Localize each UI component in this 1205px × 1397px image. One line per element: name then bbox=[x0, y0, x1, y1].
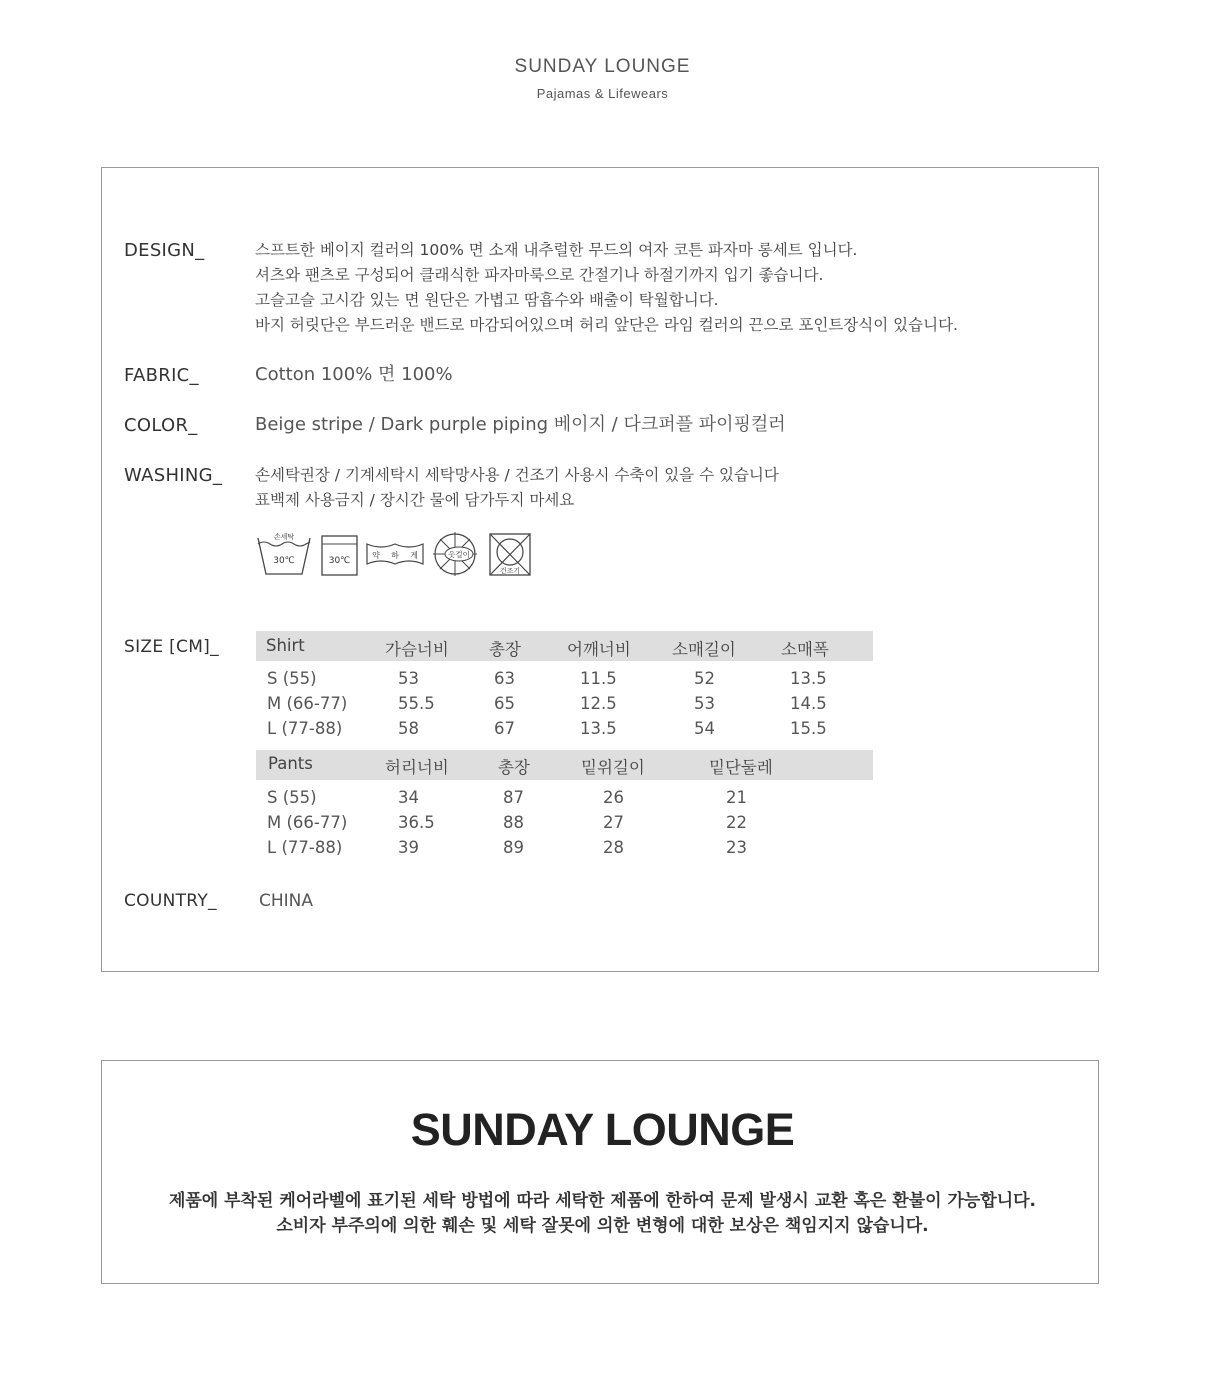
design-label: DESIGN_ bbox=[124, 240, 205, 261]
pants-value-cell: 87 bbox=[503, 788, 524, 807]
pants-value-cell: 89 bbox=[503, 838, 524, 857]
washing-label: WASHING_ bbox=[124, 465, 223, 486]
pants-header-cell: 총장 bbox=[498, 758, 530, 777]
shirt-header-cell: Shirt bbox=[266, 636, 305, 655]
design-line-2: 셔츠와 팬츠로 구성되어 클래식한 파자마룩으로 간절기나 하절기까지 입기 좋습니다. bbox=[255, 266, 824, 284]
shirt-value-cell: 67 bbox=[494, 719, 515, 738]
notice-line-2: 소비자 부주의에 의한 훼손 및 세탁 잘못에 의한 변형에 대한 보상은 책임지지 않습니다. bbox=[276, 1216, 929, 1236]
design-line-1: 스프트한 베이지 컬러의 100% 면 소재 내추럴한 무드의 여자 코튼 파자마 롱세트 입니다. bbox=[255, 241, 858, 259]
shirt-value-cell: 15.5 bbox=[790, 719, 827, 738]
fabric-value: Cotton 100% 면 100% bbox=[255, 364, 453, 385]
shirt-value-cell: 13.5 bbox=[790, 669, 827, 688]
pants-header-cell: 밑단둘레 bbox=[709, 758, 773, 777]
pants-value-cell: 22 bbox=[726, 813, 747, 832]
shirt-value-cell: 13.5 bbox=[580, 719, 617, 738]
shirt-value-cell: 14.5 bbox=[790, 694, 827, 713]
shirt-size-cell: S (55) bbox=[267, 669, 317, 688]
svg-text:하: 하 bbox=[391, 551, 399, 560]
fabric-label: FABRIC_ bbox=[124, 365, 199, 386]
pants-value-cell: 34 bbox=[398, 788, 419, 807]
washing-line-1: 손세탁권장 / 기계세탁시 세탁망사용 / 건조기 사용시 수축이 있을 수 있습니다 bbox=[255, 466, 779, 484]
shirt-value-cell: 58 bbox=[398, 719, 419, 738]
country-value: CHINA bbox=[259, 891, 314, 911]
brand-tagline: Pajamas & Lifewears bbox=[536, 86, 669, 101]
shirt-header-cell: 어깨너비 bbox=[567, 640, 631, 659]
pants-value-cell: 28 bbox=[603, 838, 624, 857]
svg-text:손세탁: 손세탁 bbox=[273, 533, 295, 541]
gentle-wash-icon bbox=[367, 544, 423, 564]
svg-text:건조기: 건조기 bbox=[499, 567, 521, 575]
shirt-value-cell: 65 bbox=[494, 694, 515, 713]
pants-header-cell: 허리너비 bbox=[385, 758, 449, 777]
pants-value-cell: 88 bbox=[503, 813, 524, 832]
washing-line-2: 표백제 사용금지 / 장시간 물에 담가두지 마세요 bbox=[255, 491, 575, 509]
pants-value-cell: 26 bbox=[603, 788, 624, 807]
shirt-size-cell: L (77-88) bbox=[267, 719, 343, 738]
pants-value-cell: 39 bbox=[398, 838, 419, 857]
design-line-4: 바지 허릿단은 부드러운 밴드로 마감되어있으며 허리 앞단은 라임 컬러의 끈으로 포인트장식이 있습니다. bbox=[255, 316, 958, 334]
country-label: COUNTRY_ bbox=[124, 891, 217, 911]
color-value: Beige stripe / Dark purple piping 베이지 / 다크퍼플 파이핑컬러 bbox=[255, 414, 786, 435]
shirt-value-cell: 53 bbox=[398, 669, 419, 688]
pants-table-header bbox=[256, 750, 873, 780]
pants-size-cell: M (66-77) bbox=[267, 813, 348, 832]
shirt-value-cell: 53 bbox=[694, 694, 715, 713]
shirt-header-cell: 총장 bbox=[489, 640, 521, 659]
brand-title: SUNDAY LOUNGE bbox=[514, 56, 691, 77]
care-symbols bbox=[256, 530, 536, 578]
no-tumble-dry-icon bbox=[490, 534, 530, 575]
svg-text:옷걸이: 옷걸이 bbox=[448, 550, 470, 559]
shirt-header-cell: 소매폭 bbox=[781, 640, 829, 659]
shirt-value-cell: 55.5 bbox=[398, 694, 435, 713]
hang-dry-icon bbox=[433, 532, 477, 576]
shirt-size-cell: M (66-77) bbox=[267, 694, 348, 713]
shirt-header-cell: 가슴너비 bbox=[385, 640, 449, 659]
handwash-30-icon bbox=[258, 532, 310, 574]
footer-brand: SUNDAY LOUNGE bbox=[410, 1104, 795, 1155]
color-label: COLOR_ bbox=[124, 415, 198, 436]
pants-value-cell: 23 bbox=[726, 838, 747, 857]
svg-text:약: 약 bbox=[372, 551, 380, 560]
shirt-header-cell: 소매길이 bbox=[672, 640, 736, 659]
shirt-value-cell: 11.5 bbox=[580, 669, 617, 688]
svg-text:30℃: 30℃ bbox=[273, 556, 295, 566]
shirt-value-cell: 63 bbox=[494, 669, 515, 688]
pants-value-cell: 21 bbox=[726, 788, 747, 807]
care-notice-box bbox=[101, 1060, 1099, 1284]
svg-text:30℃: 30℃ bbox=[328, 556, 351, 566]
shirt-value-cell: 54 bbox=[694, 719, 715, 738]
shirt-value-cell: 52 bbox=[694, 669, 715, 688]
shirt-value-cell: 12.5 bbox=[580, 694, 617, 713]
notice-line-1: 제품에 부착된 케어라벨에 표기된 세탁 방법에 따라 세탁한 제품에 한하여 문제 발생시 교환 혹은 환불이 가능합니다. bbox=[168, 1191, 1037, 1211]
machine-wash-30-icon bbox=[322, 536, 357, 575]
pants-size-cell: S (55) bbox=[267, 788, 317, 807]
pants-size-cell: L (77-88) bbox=[267, 838, 343, 857]
svg-text:게: 게 bbox=[410, 551, 418, 560]
pants-header-cell: Pants bbox=[268, 754, 313, 773]
pants-header-cell: 밑위길이 bbox=[581, 758, 645, 777]
pants-value-cell: 27 bbox=[603, 813, 624, 832]
pants-value-cell: 36.5 bbox=[398, 813, 435, 832]
size-label: SIZE [CM]_ bbox=[124, 637, 219, 657]
design-line-3: 고슬고슬 고시감 있는 면 원단은 가볍고 땀흡수와 배출이 탁월합니다. bbox=[255, 291, 719, 309]
